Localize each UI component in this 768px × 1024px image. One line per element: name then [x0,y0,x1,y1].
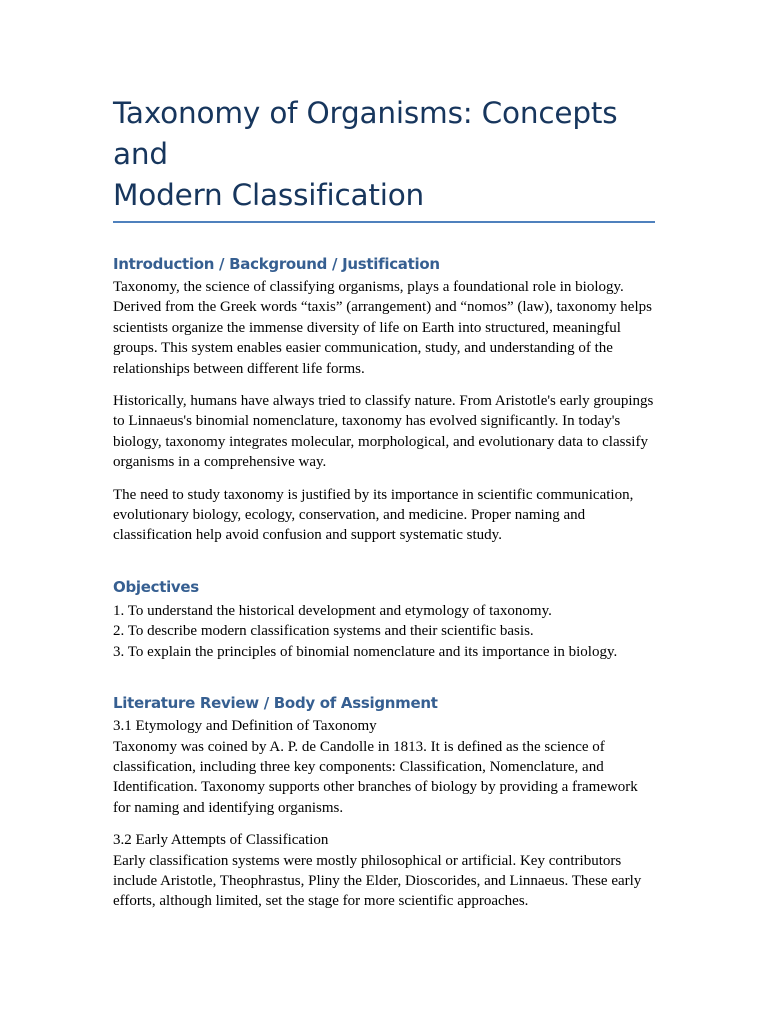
objective-item-2: 2. To describe modern classification systems and their scientific basis. [113,623,534,640]
section-3-1-title: 3.1 Etymology and Definition of Taxonomy [113,718,377,735]
section-3-1 [113,716,655,818]
objective-item-1: 1. To understand the historical development and etymology of taxonomy. [113,602,552,619]
document-page [113,93,655,912]
introduction-paragraph-2: Historically, humans have always tried to classify nature. From Aristotle's early groupings to Linnaeus's binomial nomenclature, taxonomy has evolved significantly. In today's biology, taxonomy integrates molecular, morphological, and evolutionary data to classify organisms in a comprehensive way. [113,393,654,471]
introduction-paragraph-3: The need to study taxonomy is justified by its importance in scientific communication, evolutionary biology, ecology, conservation, and medicine. Proper naming and classification help avoid confusion and support systematic study. [113,486,634,544]
section-3-2-title: 3.2 Early Attempts of Classification [113,832,329,849]
introduction-paragraph-1: Taxonomy, the science of classifying organisms, plays a foundational role in biology. Derived from the Greek words “taxis” (arrangement) and “nomos” (law), taxonomy helps scientists organize the immense diversity of life on Earth into structured, meaningful groups. This system enables easier communication, study, and understanding of the relationships between different life forms. [113,279,652,377]
section-3-1-text: Taxonomy was coined by A. P. de Candolle in 1813. It is defined as the science of classification, including three key components: Classification, Nomenclature, and Identification. Taxonomy supports other branches of biology by providing a framework for naming and identifying organisms. [113,738,638,816]
introduction-heading: Introduction / Background / Justification [113,255,440,273]
objectives-heading: Objectives [113,577,199,596]
section-3-2-text: Early classification systems were mostly philosophical or artificial. Key contributors include Aristotle, Theophrastus, Pliny the Elder, Dioscorides, and Linnaeus. These early efforts, although limited, set the stage for more scientific approaches. [113,852,642,910]
document-title [113,93,655,223]
title-line-2: Modern Classification [113,178,425,212]
objectives-list [113,601,655,662]
literature-review-heading: Literature Review / Body of Assignment [113,694,438,713]
title-line-1: Taxonomy of Organisms: Concepts and [113,96,618,171]
section-3-2 [113,830,655,912]
objective-item-3: 3. To explain the principles of binomial nomenclature and its importance in biology. [113,643,618,660]
